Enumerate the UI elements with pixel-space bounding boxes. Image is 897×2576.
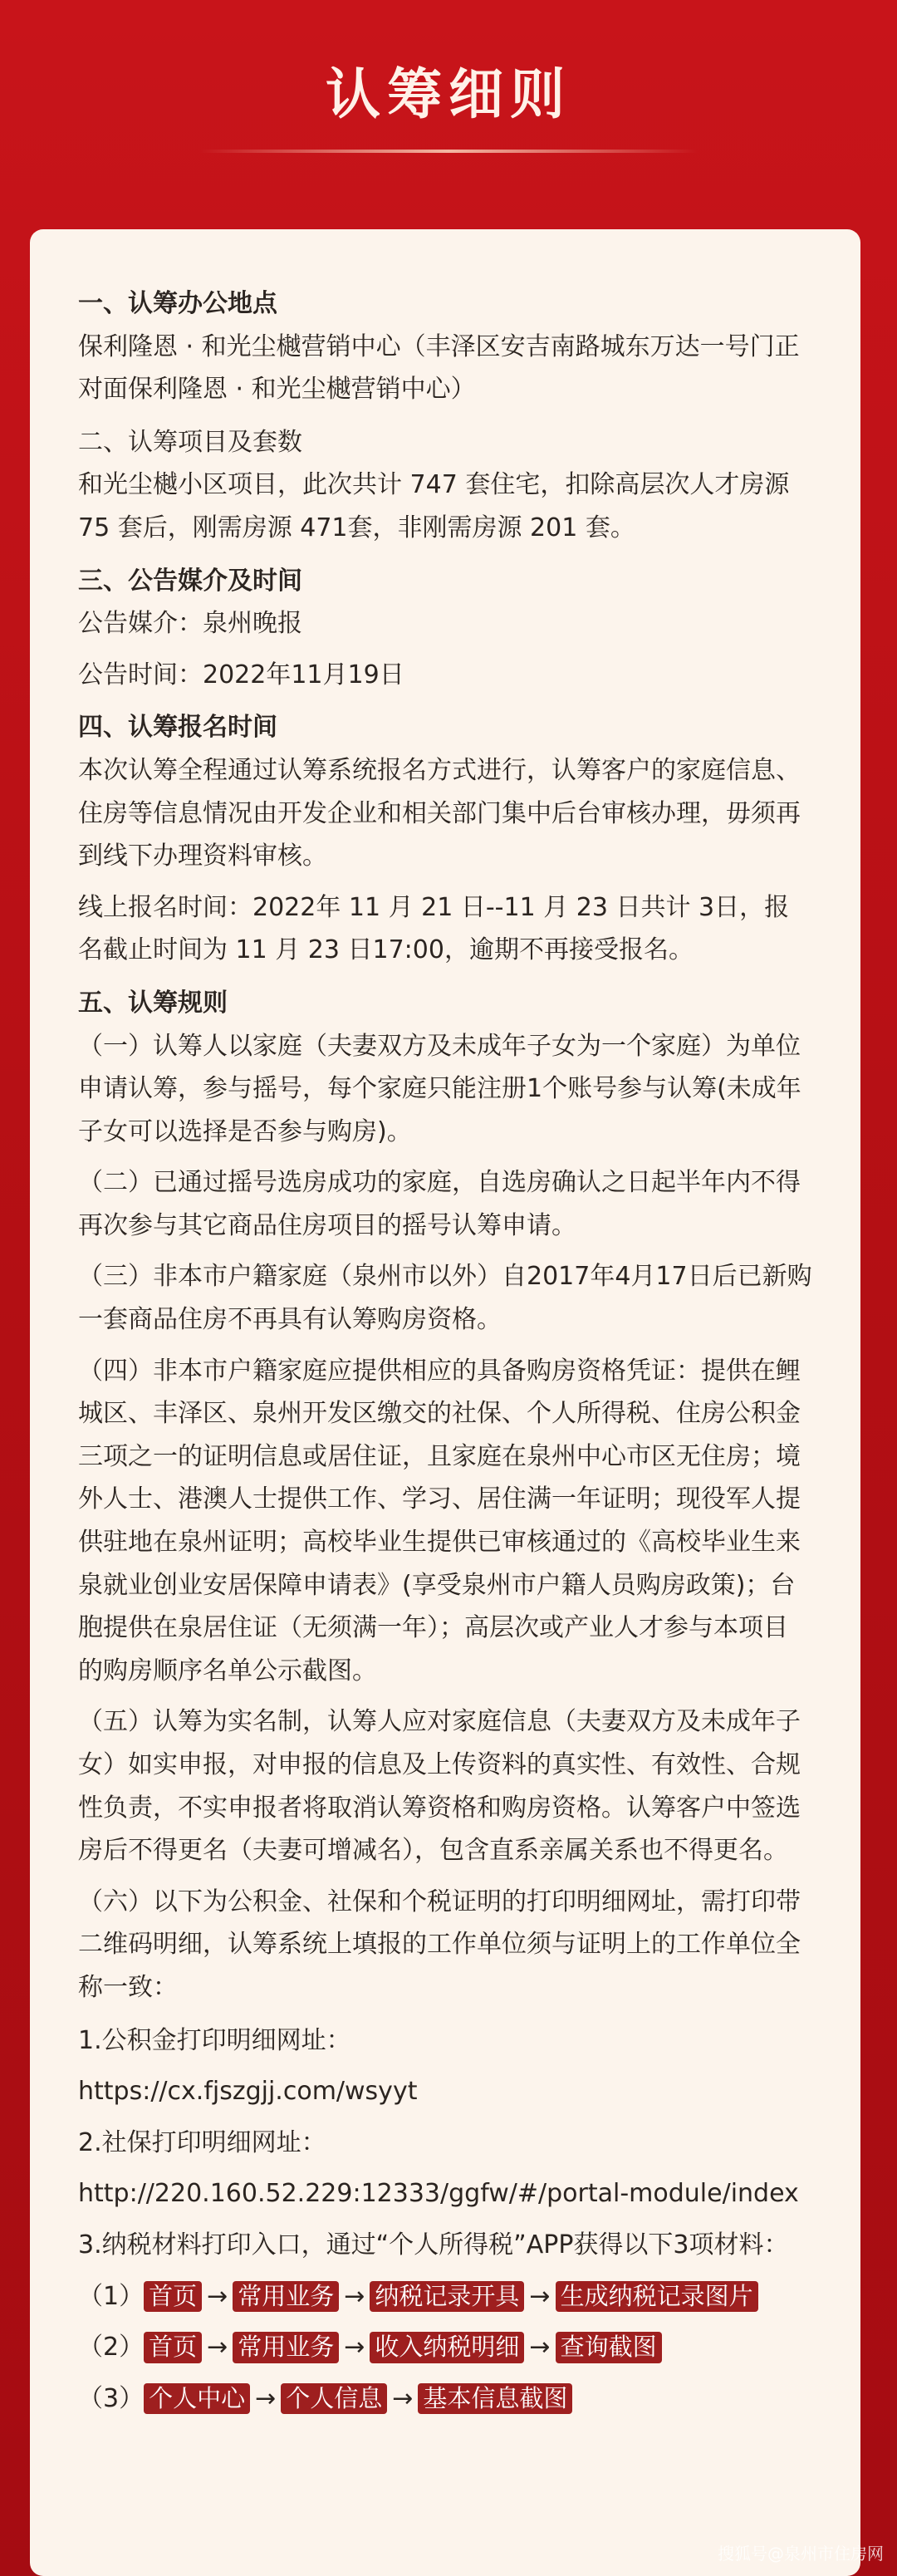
- gjj-label: 1.公积金打印明细网址：: [78, 2025, 351, 2055]
- step-personal-center: 个人中心: [144, 2383, 250, 2415]
- section-text: 线上报名时间：2022年 11 月 21 日--11 月 23 日共计 3日，报名截止时间为 11 月 23 日17:00，逾期不再接受报名。: [78, 892, 790, 965]
- step-common-business: 常用业务: [233, 2332, 339, 2363]
- arrow-right-icon: →: [392, 2383, 414, 2413]
- section-project: [78, 421, 812, 550]
- section-text: 本次认筹全程通过认筹系统报名方式进行，认筹客户的家庭信息、住房等信息情况由开发企业和相关部门集中后台审核办理，毋须再到线下办理资料审核。: [78, 755, 801, 871]
- rule-text: （三）非本市户籍家庭（泉州市以外）自2017年4月17日后已新购一套商品住房不再具有认筹购房资格。: [78, 1262, 812, 1335]
- rule-text: （五）认筹为实名制，认筹人应对家庭信息（夫妻双方及未成年子女）如实申报，对申报的信息及上传资料的真实性、有效性、合规性负责，不实申报者将取消认筹资格和购房资格。认筹客户中签选房后不得更名（夫妻可增减名），包含直系亲属关系也不得更名。: [78, 1707, 801, 1866]
- arrow-right-icon: →: [344, 2333, 365, 2363]
- section-text: 和光尘樾小区项目，此次共计 747 套住宅，扣除高层次人才房源 75 套后，刚需房源 471套，非刚需房源 201 套。: [78, 470, 790, 542]
- tax-label: 3.纳税材料打印入口，通过“个人所得税”APP获得以下3项材料：: [78, 2230, 789, 2260]
- section-text: 公告媒介：泉州晚报: [78, 609, 302, 639]
- section-office: [78, 282, 812, 411]
- sb-label: 2.社保打印明细网址：: [78, 2127, 326, 2157]
- flow-number: （2）: [78, 2333, 145, 2363]
- section-title: 三、公告媒介及时间: [78, 566, 302, 596]
- content-card: [30, 229, 860, 2576]
- section-links: [78, 2019, 812, 2421]
- step-personal-info: 个人信息: [281, 2383, 387, 2415]
- arrow-right-icon: →: [344, 2281, 365, 2311]
- arrow-right-icon: →: [207, 2281, 228, 2311]
- watermark: 搜狐号@泉州市住房网: [718, 2544, 884, 2564]
- flow-2: [78, 2326, 812, 2369]
- flow-1: [78, 2275, 812, 2318]
- step-income-detail: 收入纳税明细: [370, 2332, 524, 2363]
- step-tax-record: 纳税记录开具: [370, 2281, 524, 2313]
- arrow-right-icon: →: [255, 2383, 277, 2413]
- step-home: 首页: [144, 2332, 202, 2363]
- rule-text: （四）非本市户籍家庭应提供相应的具备购房资格凭证：提供在鲤城区、丰泽区、泉州开发区缴交的社保、个人所得税、住房公积金三项之一的证明信息或居住证，且家庭在泉州中心市区无住房；境外人士、港澳人士提供工作、学习、居住满一年证明；现役军人提供驻地在泉州证明；高校毕业生提供已审核通过的《高校毕业生来泉就业创业安居保障申请表》(享受泉州市户籍人员购房政策)；台胞提供在泉居住证（无须满一年）；高层次或产业人才参与本项目的购房顺序名单公示截图。: [78, 1356, 801, 1685]
- step-home: 首页: [144, 2281, 202, 2313]
- section-title: 二、认筹项目及套数: [78, 427, 302, 457]
- arrow-right-icon: →: [529, 2333, 551, 2363]
- rule-text: （二）已通过摇号选房成功的家庭，自选房确认之日起半年内不得再次参与其它商品住房项目的摇号认筹申请。: [78, 1168, 801, 1240]
- rule-text: （六）以下为公积金、社保和个税证明的打印明细网址，需打印带二维码明细，认筹系统上填报的工作单位须与证明上的工作单位全称一致：: [78, 1887, 801, 2002]
- section-title: 一、认筹办公地点: [78, 289, 277, 318]
- section-text: 公告时间：2022年11月19日: [78, 660, 404, 689]
- arrow-right-icon: →: [207, 2333, 228, 2363]
- sb-url-link[interactable]: http://220.160.52.229:12333/ggfw/#/portal-module/index: [78, 2179, 799, 2209]
- rule-text: （一）认筹人以家庭（夫妻双方及未成年子女为一个家庭）为单位申请认筹，参与摇号，每个家庭只能注册1个账号参与认筹(未成年子女可以选择是否参与购房)。: [78, 1031, 801, 1146]
- title-divider: [199, 150, 698, 153]
- arrow-right-icon: →: [529, 2281, 551, 2311]
- section-title: 四、认筹报名时间: [78, 713, 277, 743]
- step-query-screenshot: 查询截图: [556, 2332, 662, 2363]
- flow-number: （1）: [78, 2281, 145, 2311]
- page-title: 认筹细则: [326, 62, 571, 126]
- section-media: [78, 560, 812, 697]
- flow-number: （3）: [78, 2383, 145, 2413]
- step-basic-info-screenshot: 基本信息截图: [418, 2383, 572, 2415]
- step-generate-image: 生成纳税记录图片: [556, 2281, 758, 2313]
- section-title: 五、认筹规则: [78, 988, 228, 1018]
- gjj-url-link[interactable]: https://cx.fjszgjj.com/wsyyt: [78, 2077, 418, 2107]
- section-registration: [78, 706, 812, 972]
- section-rules: [78, 982, 812, 2009]
- section-text: 保利隆恩 · 和光尘樾营销中心（丰泽区安吉南路城东万达一号门正对面保利隆恩 · 和光尘樾营销中心）: [78, 331, 800, 405]
- flow-3: [78, 2377, 812, 2421]
- step-common-business: 常用业务: [233, 2281, 339, 2313]
